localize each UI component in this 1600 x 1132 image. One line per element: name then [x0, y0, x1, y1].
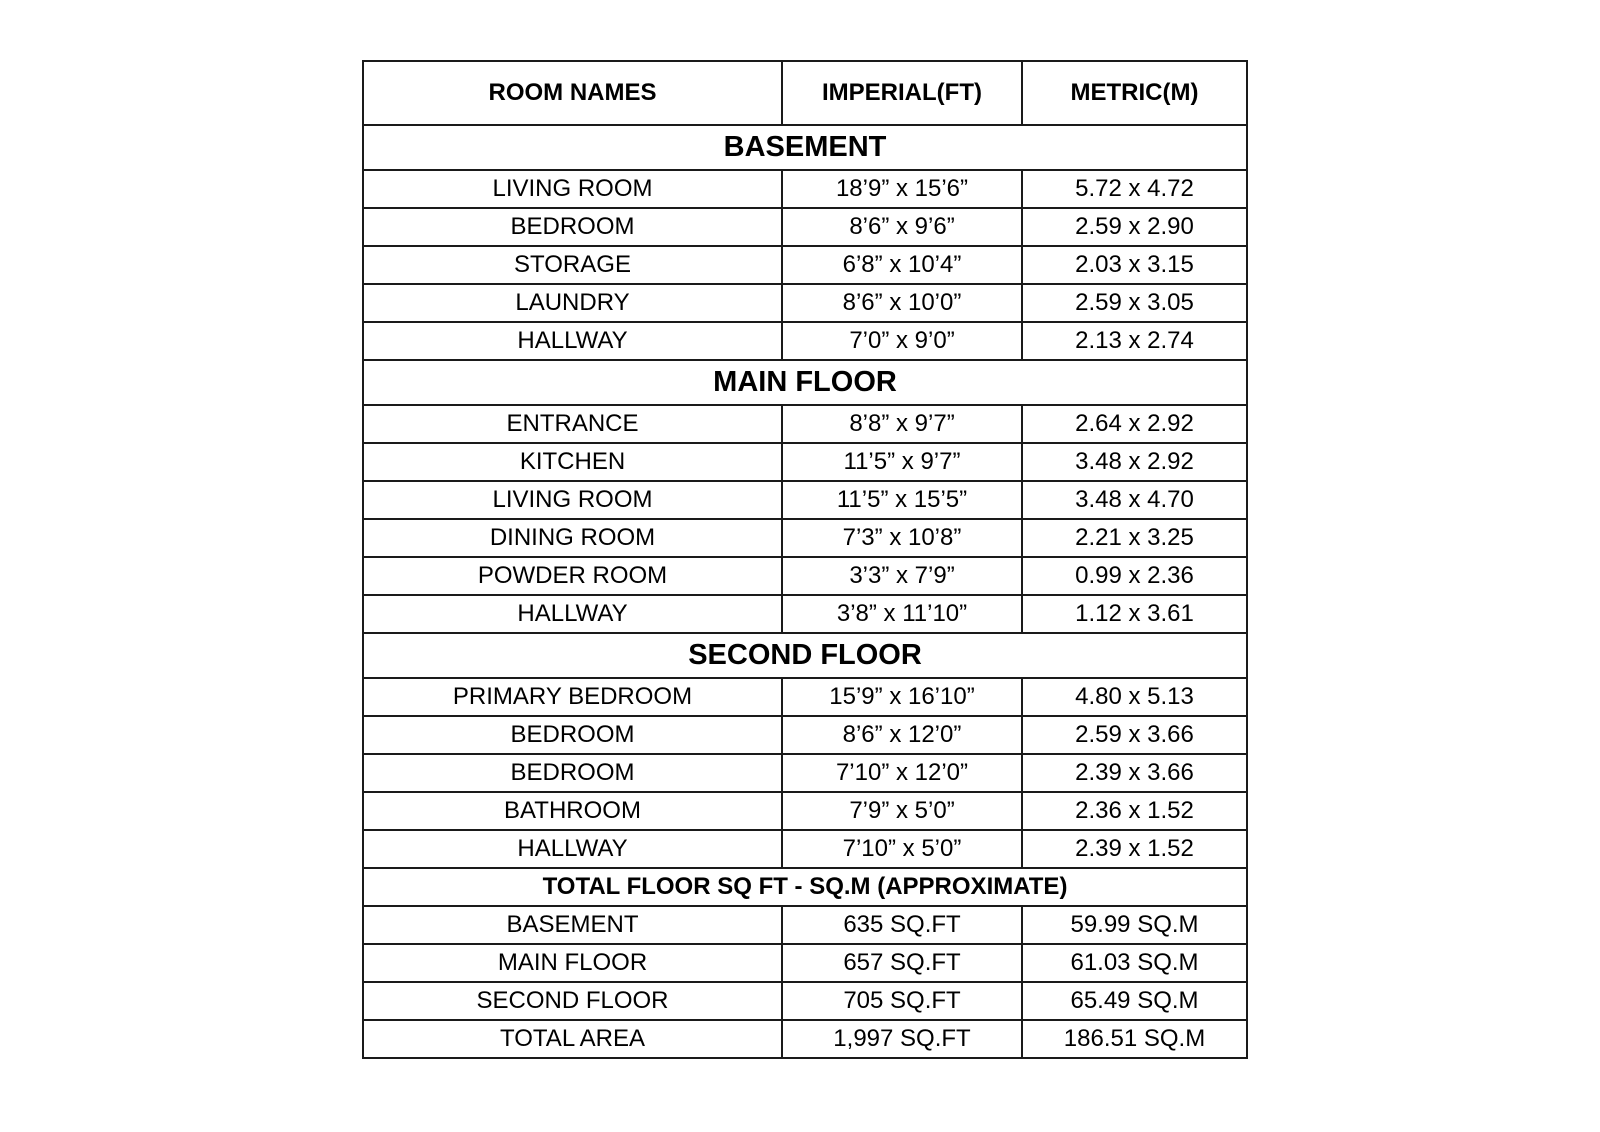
- metric-cell: 0.99 x 2.36: [1022, 557, 1247, 595]
- section-header: [363, 360, 1247, 405]
- table-row: [363, 481, 1247, 519]
- room-name-cell: KITCHEN: [363, 443, 782, 481]
- metric-cell: 4.80 x 5.13: [1022, 678, 1247, 716]
- room-name-cell: LIVING ROOM: [363, 481, 782, 519]
- section-header: [363, 633, 1247, 678]
- imperial-cell: 7’3” x 10’8”: [782, 519, 1022, 557]
- metric-cell: 61.03 SQ.M: [1022, 944, 1247, 982]
- imperial-cell: 7’10” x 12’0”: [782, 754, 1022, 792]
- room-name-cell: BEDROOM: [363, 754, 782, 792]
- metric-cell: 2.39 x 3.66: [1022, 754, 1247, 792]
- table-row: [363, 792, 1247, 830]
- header-room-names: ROOM NAMES: [363, 61, 782, 125]
- section-header-title: MAIN FLOOR: [363, 360, 1247, 405]
- table-row: [363, 754, 1247, 792]
- room-name-cell: LIVING ROOM: [363, 170, 782, 208]
- metric-cell: 2.39 x 1.52: [1022, 830, 1247, 868]
- table-row: [363, 519, 1247, 557]
- table-row: [363, 830, 1247, 868]
- header-imperial: IMPERIAL(FT): [782, 61, 1022, 125]
- metric-cell: 65.49 SQ.M: [1022, 982, 1247, 1020]
- imperial-cell: 15’9” x 16’10”: [782, 678, 1022, 716]
- table-row: [363, 678, 1247, 716]
- room-name-cell: BATHROOM: [363, 792, 782, 830]
- table-row: [363, 405, 1247, 443]
- metric-cell: 2.13 x 2.74: [1022, 322, 1247, 360]
- imperial-cell: 8’6” x 9’6”: [782, 208, 1022, 246]
- room-name-cell: SECOND FLOOR: [363, 982, 782, 1020]
- metric-cell: 2.21 x 3.25: [1022, 519, 1247, 557]
- metric-cell: 1.12 x 3.61: [1022, 595, 1247, 633]
- imperial-cell: 6’8” x 10’4”: [782, 246, 1022, 284]
- table-body: [363, 125, 1247, 1058]
- metric-cell: 2.59 x 2.90: [1022, 208, 1247, 246]
- totals-header: [363, 868, 1247, 906]
- imperial-cell: 8’6” x 10’0”: [782, 284, 1022, 322]
- table-header-row: [363, 61, 1247, 125]
- imperial-cell: 1,997 SQ.FT: [782, 1020, 1022, 1058]
- room-name-cell: DINING ROOM: [363, 519, 782, 557]
- section-header-title: SECOND FLOOR: [363, 633, 1247, 678]
- imperial-cell: 3’3” x 7’9”: [782, 557, 1022, 595]
- table-row: [363, 208, 1247, 246]
- imperial-cell: 11’5” x 15’5”: [782, 481, 1022, 519]
- header-metric: METRIC(M): [1022, 61, 1247, 125]
- table-row: [363, 557, 1247, 595]
- imperial-cell: 18’9” x 15’6”: [782, 170, 1022, 208]
- room-name-cell: BASEMENT: [363, 906, 782, 944]
- room-name-cell: HALLWAY: [363, 322, 782, 360]
- imperial-cell: 8’8” x 9’7”: [782, 405, 1022, 443]
- room-name-cell: POWDER ROOM: [363, 557, 782, 595]
- room-name-cell: TOTAL AREA: [363, 1020, 782, 1058]
- metric-cell: 5.72 x 4.72: [1022, 170, 1247, 208]
- room-name-cell: HALLWAY: [363, 595, 782, 633]
- table-row: [363, 1020, 1247, 1058]
- room-name-cell: LAUNDRY: [363, 284, 782, 322]
- table-row: [363, 716, 1247, 754]
- table-row: [363, 944, 1247, 982]
- imperial-cell: 7’10” x 5’0”: [782, 830, 1022, 868]
- table-row: [363, 595, 1247, 633]
- imperial-cell: 11’5” x 9’7”: [782, 443, 1022, 481]
- table-row: [363, 443, 1247, 481]
- room-name-cell: STORAGE: [363, 246, 782, 284]
- metric-cell: 2.59 x 3.66: [1022, 716, 1247, 754]
- metric-cell: 2.36 x 1.52: [1022, 792, 1247, 830]
- room-name-cell: BEDROOM: [363, 716, 782, 754]
- section-header: [363, 125, 1247, 170]
- room-name-cell: BEDROOM: [363, 208, 782, 246]
- metric-cell: 3.48 x 4.70: [1022, 481, 1247, 519]
- metric-cell: 2.03 x 3.15: [1022, 246, 1247, 284]
- metric-cell: 3.48 x 2.92: [1022, 443, 1247, 481]
- table-row: [363, 906, 1247, 944]
- imperial-cell: 3’8” x 11’10”: [782, 595, 1022, 633]
- table-row: [363, 246, 1247, 284]
- metric-cell: 2.59 x 3.05: [1022, 284, 1247, 322]
- imperial-cell: 8’6” x 12’0”: [782, 716, 1022, 754]
- totals-header-title: TOTAL FLOOR SQ FT - SQ.M (APPROXIMATE): [363, 868, 1247, 906]
- metric-cell: 59.99 SQ.M: [1022, 906, 1247, 944]
- metric-cell: 2.64 x 2.92: [1022, 405, 1247, 443]
- imperial-cell: 705 SQ.FT: [782, 982, 1022, 1020]
- table-row: [363, 982, 1247, 1020]
- table-row: [363, 170, 1247, 208]
- table-row: [363, 322, 1247, 360]
- imperial-cell: 635 SQ.FT: [782, 906, 1022, 944]
- imperial-cell: 657 SQ.FT: [782, 944, 1022, 982]
- room-name-cell: ENTRANCE: [363, 405, 782, 443]
- imperial-cell: 7’9” x 5’0”: [782, 792, 1022, 830]
- table-row: [363, 284, 1247, 322]
- section-header-title: BASEMENT: [363, 125, 1247, 170]
- room-name-cell: MAIN FLOOR: [363, 944, 782, 982]
- imperial-cell: 7’0” x 9’0”: [782, 322, 1022, 360]
- room-name-cell: HALLWAY: [363, 830, 782, 868]
- metric-cell: 186.51 SQ.M: [1022, 1020, 1247, 1058]
- room-name-cell: PRIMARY BEDROOM: [363, 678, 782, 716]
- room-dimensions-table: [362, 60, 1248, 1059]
